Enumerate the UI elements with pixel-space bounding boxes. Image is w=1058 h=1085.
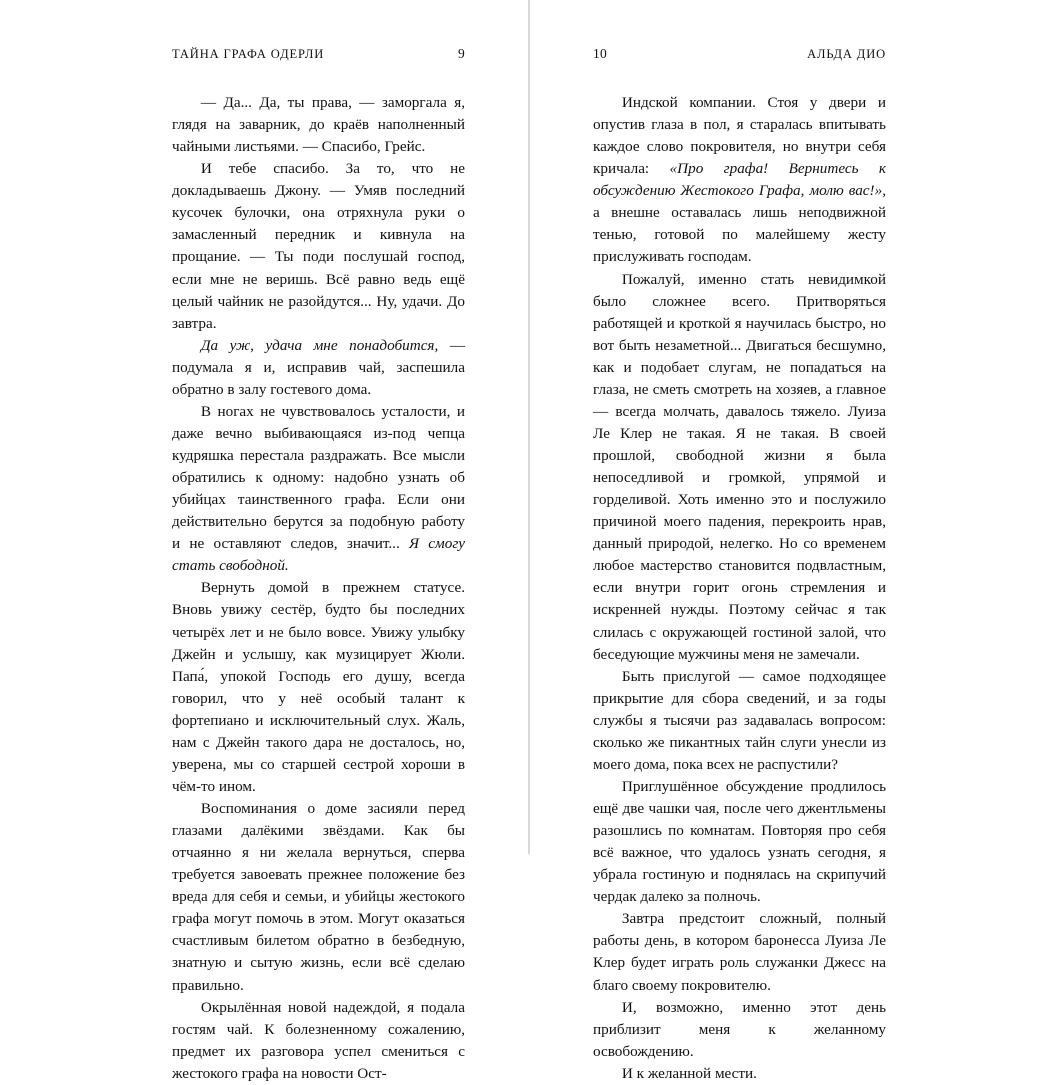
page-left bbox=[0, 0, 529, 1082]
body-text-left bbox=[172, 92, 465, 1085]
paragraph: И к желанной мести. bbox=[621, 1064, 757, 1082]
paragraph: И, возможно, именно этот день приблизит меня к желанному освобождению. bbox=[593, 998, 886, 1060]
paragraph: В ногах не чувствовалось усталости, и даже вечно выбивающаяся из-под чепца кудряшка перестала раздражать. Все мысли обратились к одному: надобно узнать об убийцах таинственного графа. Если они действительно берутся за подобную работу и не оставляют следов, значит... Я смогу стать свободной. bbox=[172, 402, 465, 575]
paragraph: Завтра предстоит сложный, полный работы день, в котором баронесса Луиза Ле Клер будет играть роль служанки Джесс на благо своему покровителю. bbox=[593, 910, 886, 994]
running-head-right bbox=[593, 46, 886, 62]
paragraph: Окрылённая новой надеждой, я подала гостям чай. К болезненному сожалению, предмет их разговора успел смениться с жестокого графа на новости Ост- bbox=[172, 998, 465, 1082]
paragraph: Вернуть домой в прежнем статусе. Вновь увижу сестёр, будто бы последних четырёх лет и не было вовсе. Увижу улыбку Джейн и услышу, как музицирует Жюли. Папа́, упокой Господь его душу, всегда говорил, что у неё особый талант к фортепиано и исключительный слух. Жаль, нам с Джейн такого дара не досталось, но, уверена, мы со старшей сестрой хороши в чём-то ином. bbox=[172, 579, 465, 795]
page-number-right: 10 bbox=[593, 46, 608, 61]
paragraph: — Да... Да, ты права, — заморгала я, глядя на заварник, до краёв наполненный чайными листьями. — Спасибо, Грейс. bbox=[172, 94, 465, 156]
page-number-left: 9 bbox=[457, 46, 465, 61]
body-text-right bbox=[593, 92, 886, 1085]
paragraph: Пожалуй, именно стать невидимкой было сложнее всего. Притворяться работящей и кроткой я научилась быстро, но вот быть незаметной... Двигаться бесшумно, как и подобает слугам, не попадаться на глаза, не сметь смотреть на хозяев, а главное — всегда молчать, давалось тяжело. Луиза Ле Клер не такая. Я не такая. В своей прошлой, свободной жизни я была непоседливой и громкой, упрямой и горделивой. Хоть именно это и послужило причиной моего падения, перекроить нрав, данный природой, нелегко. Но со временем любое мастерство становится подвластным, если внутри горит огонь стремления и искренней нужды. Поэтому сейчас я так слилась с окружающей гостиной залой, что беседующие мужчины меня не замечали. bbox=[593, 270, 886, 663]
paragraph: Да уж, удача мне понадобится, — подумала я и, исправив чай, заспешила обратно в залу гостевого дома. bbox=[172, 336, 466, 398]
paragraph: Индской компании. Стоя у двери и опустив глаза в пол, я старалась впитывать каждое слово покровителя, но внутри себя кричала: «Про графа! Вернитесь к обсуждению Жестокого Графа, молю вас!», а внешне оставалась лишь неподвижной тенью, готовой по малейшему жесту прислуживать господам. bbox=[593, 94, 886, 266]
paragraph: Приглушённое обсуждение продлилось ещё две чашки чая, после чего джентльмены разошлись по комнатам. Повторяя про себя всё важное, что удалось узнать сегодня, я убрала гостиную и поднялась на скрипучий чердак далеко за полночь. bbox=[593, 777, 886, 906]
page-right bbox=[529, 0, 1058, 1082]
paragraph: И тебе спасибо. За то, что не докладываешь Джону. — Умяв последний кусочек булочки, она отряхнула руки о замасленный передник и кивнула на прощание. — Ты поди послушай господ, если мне не веришь. Всё равно ведь ещё целый чайник не разойдутся... Ну, удачи. До завтра. bbox=[172, 160, 465, 332]
running-head-author: АЛЬДА ДИО bbox=[807, 47, 886, 61]
running-head-title: ТАЙНА ГРАФА ОДЕРЛИ bbox=[172, 47, 325, 61]
paragraph: Быть прислугой — самое подходящее прикрытие для сбора сведений, и за годы службы я тысячи раз задавалась вопросом: сколько же пикантных тайн слуги унесли из моего дома, пока всех не распустили? bbox=[593, 667, 886, 773]
running-head-left bbox=[172, 46, 465, 62]
paragraph: Воспоминания о доме засияли перед глазами далёкими звёздами. Как бы отчаянно я ни желала вернуться, сперва требуется завоевать прежнее положение без вреда для себя и семьи, и убийцы жестокого графа могут помочь в этом. Могут оказаться счастливым билетом обратно в безбедную, знатную и сытую жизнь, если всё сделаю правильно. bbox=[172, 800, 465, 994]
